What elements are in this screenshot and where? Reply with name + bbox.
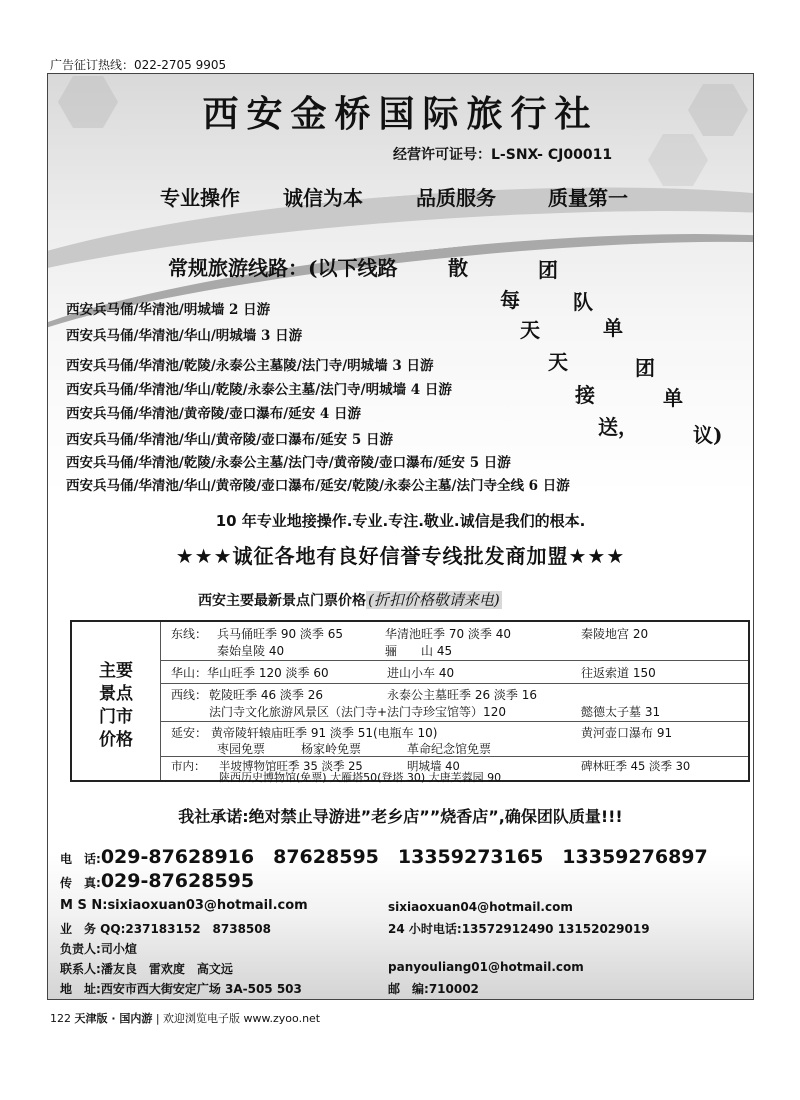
manager-label: 负责人:: [60, 942, 101, 956]
zip-label: 邮 编:: [388, 982, 429, 996]
address-line: [60, 980, 302, 997]
qq-numbers: 237183152 8738508: [125, 922, 271, 936]
table-cell: 延安：: [171, 726, 208, 740]
email-address: panyouliang01@hotmail.com: [388, 960, 584, 974]
table-cell: 懿德太子墓 31: [581, 705, 661, 719]
slogan: 诚信为本: [283, 186, 363, 210]
table-cell: 秦始皇陵 40: [217, 644, 285, 658]
table-cell: 乾陵旺季 46 淡季 26: [209, 688, 323, 702]
zip-code: 710002: [428, 982, 479, 996]
table-cell: 秦陵地宫 20: [581, 627, 649, 641]
table-cell: 半坡博物馆旺季 35 淡季 25: [219, 759, 363, 773]
hotline24-label: 24 小时电话:: [388, 922, 462, 936]
row-divider: [161, 660, 748, 661]
route-item: 西安兵马俑/华清池/黄帝陵/壶口瀑布/延安 4 日游: [66, 406, 362, 422]
advert-frame: [47, 73, 754, 1000]
qq-label: 业 务 QQ:: [60, 922, 126, 936]
ticket-price-table: [70, 620, 750, 782]
hexagon-decoration: [648, 134, 708, 186]
table-cell: 黄帝陵轩辕庙旺季 91 淡季 51(电瓶车 10): [211, 726, 438, 740]
footer-tail: | 欢迎浏览电子版 www.zyoo.net: [155, 1012, 321, 1025]
liaison-names: 潘友良 雷欢度 高文远: [100, 962, 233, 976]
license-number: 经营许可证号：L-SNX- CJ00011: [393, 147, 613, 163]
ticket-label-cell: [72, 622, 161, 780]
recruit-banner: ★★★诚征各地有良好信誉专线批发商加盟★★★: [175, 544, 626, 568]
tagline: 10 年专业地接操作.专业.专注.敬业.诚信是我们的根本.: [215, 512, 586, 530]
diagonal-word: 团: [635, 356, 655, 380]
diagonal-word: 单: [663, 386, 683, 410]
diagonal-word: 接: [575, 383, 595, 407]
hotline24-numbers: 13572912490 13152029019: [461, 922, 650, 936]
price-title-text: 西安主要最新景点门票价格: [198, 593, 366, 609]
phone-line: [60, 842, 708, 869]
route-item: 西安兵马俑/华清池/华山/黄帝陵/壶口瀑布/延安/乾陵/永泰公主墓/法门寺全线 6 日游: [66, 478, 570, 494]
table-cell: 市内：: [171, 759, 206, 773]
price-table-title: [198, 589, 502, 610]
ticket-label-line: 门市: [99, 707, 133, 727]
diagonal-word: 天: [520, 318, 540, 342]
table-cell: 枣园免票: [217, 742, 266, 756]
price-note: (折扣价格敬请来电): [368, 591, 500, 609]
table-cell: 黄河壶口瀑布 91: [581, 726, 673, 740]
diagonal-word: 每: [500, 288, 520, 312]
table-cell: 华山：: [171, 666, 208, 680]
phone-numbers: 029-87628916 87628595 13359273165 13359276897: [100, 846, 708, 868]
route-item: 西安兵马俑/华清池/乾陵/永泰公主墓/法门寺/黄帝陵/壶口瀑布/延安 5 日游: [66, 455, 511, 471]
company-name: 西安金桥国际旅行社: [202, 93, 599, 135]
slogan: 专业操作: [160, 186, 240, 210]
table-cell: 碑林旺季 45 淡季 30: [581, 759, 691, 773]
manager-line: [60, 940, 137, 957]
page-number: 122: [50, 1012, 71, 1025]
manager-name: 司小煊: [100, 942, 137, 956]
row-divider: [161, 683, 748, 684]
hotline24-line: [388, 920, 650, 937]
fax-line: [60, 870, 254, 892]
ticket-label-line: 主要: [99, 661, 133, 681]
table-cell: 法门寺文化旅游风景区（法门寺+法门寺珍宝馆等）120: [209, 705, 506, 719]
table-cell: 明城墙 40: [407, 759, 460, 773]
zip-line: [388, 980, 479, 997]
diagonal-word: 议): [693, 423, 723, 447]
diagonal-word: 散: [448, 256, 468, 280]
table-cell: 东线：: [171, 627, 208, 641]
diagonal-word: 团: [538, 258, 558, 282]
table-cell: 骊 山 45: [385, 644, 453, 658]
liaison-label: 联系人:: [60, 962, 101, 976]
qq-line: [60, 920, 271, 937]
route-item: 西安兵马俑/华清池/乾陵/永泰公主墓陵/法门寺/明城墙 3 日游: [66, 358, 434, 374]
phone-label: 电 话:: [60, 852, 101, 866]
ticket-label-line: 景点: [99, 684, 133, 704]
page-footer: [50, 1010, 320, 1026]
msn-label: M S N:: [60, 898, 108, 913]
diagonal-word: 单: [603, 316, 623, 340]
ticket-label-line: 价格: [99, 730, 133, 750]
table-cell: 革命纪念馆免票: [407, 742, 492, 756]
promise-statement: 我社承诺:绝对禁止导游进”老乡店””烧香店”,确保团队质量!!!: [178, 807, 623, 826]
msn-account: sixiaoxuan03@hotmail.com: [107, 898, 308, 913]
fax-number: 029-87628595: [100, 870, 255, 892]
routes-heading: 常规旅游线路：(以下线路: [168, 256, 398, 280]
liaison-line: [60, 960, 233, 977]
slogan: 品质服务: [416, 186, 496, 210]
section-name: 天津版 · 国内游: [74, 1012, 153, 1025]
fax-label: 传 真:: [60, 876, 101, 890]
table-cell: 进山小车 40: [387, 666, 455, 680]
table-cell: 永泰公主墓旺季 26 淡季 16: [387, 688, 537, 702]
address-label: 地 址:: [60, 982, 101, 996]
row-divider: [161, 756, 748, 757]
table-cell: 陕西历史博物馆(免票) 大雁塔50(登塔 30) 大唐芙蓉园 90: [219, 771, 502, 784]
route-item: 西安兵马俑/华清池/华山/明城墙 3 日游: [66, 328, 303, 344]
msn-line: [60, 898, 308, 913]
ad-hotline: 广告征订热线：022-2705 9905: [50, 58, 227, 72]
address: 西安市西大街安定广场 3A-505 503: [100, 982, 302, 996]
diagonal-word: 天: [548, 350, 568, 374]
slogan: 质量第一: [548, 186, 628, 210]
table-cell: 杨家岭免票: [301, 742, 362, 756]
table-cell: 兵马俑旺季 90 淡季 65: [217, 627, 343, 641]
table-cell: 西线：: [171, 688, 208, 702]
diagonal-word: 队: [573, 290, 593, 314]
route-item: 西安兵马俑/华清池/华山/黄帝陵/壶口瀑布/延安 5 日游: [66, 432, 393, 448]
msn-account-2: sixiaoxuan04@hotmail.com: [388, 900, 573, 914]
table-cell: 往返索道 150: [581, 666, 656, 680]
table-cell: 华清池旺季 70 淡季 40: [385, 627, 511, 641]
row-divider: [161, 721, 748, 722]
route-item: 西安兵马俑/华清池/明城墙 2 日游: [66, 302, 271, 318]
route-item: 西安兵马俑/华清池/华山/乾陵/永泰公主墓/法门寺/明城墙 4 日游: [66, 382, 452, 398]
table-cell: 华山旺季 120 淡季 60: [207, 666, 329, 680]
diagonal-word: 送，: [598, 415, 638, 439]
